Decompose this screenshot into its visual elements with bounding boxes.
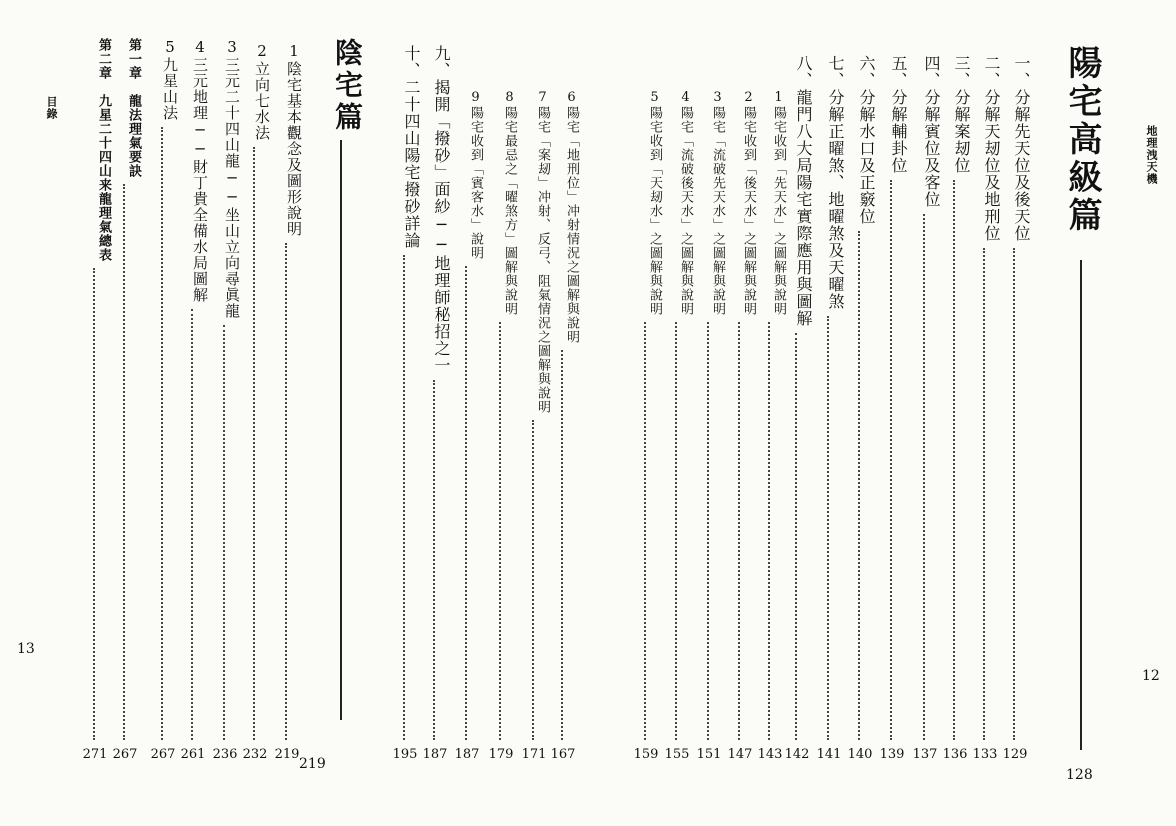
toc-page-number: 136 [942,747,968,762]
running-head-left: 目錄 [45,96,58,120]
toc-entry-label: 2立向七水法 [253,42,271,141]
toc-entry-label: 一、分解先天位及後天位 [1012,55,1031,242]
toc-page-number: 155 [664,747,690,762]
toc-page-number: 267 [150,747,176,762]
toc-entry-label: 十、二十四山陽宅撥砂詳論 [402,45,421,249]
toc-page-number: 167 [550,747,576,762]
toc-entry-label: 8陽宅最忌之「曜煞方」圖解與說明 [502,90,517,316]
toc-leader-dots [827,316,829,740]
toc-entry-label: 五、分解輔卦位 [889,55,908,174]
toc-leader-dots [923,214,925,740]
section-page-yin: 219 [299,756,326,772]
toc-leader-dots [738,322,740,740]
toc-page-number: 143 [757,747,783,762]
toc-leader-dots [93,268,95,740]
toc-entry-label: 六、分解水口及正竅位 [857,55,876,225]
toc-page-number: 137 [912,747,938,762]
toc-leader-dots [433,380,435,740]
toc-page-number: 151 [696,747,722,762]
folio-right: 12 [1142,668,1160,684]
toc-leader-dots [285,243,287,740]
toc-leader-dots [858,231,860,740]
toc-page-number: 171 [521,747,547,762]
toc-leader-dots [403,255,405,740]
toc-leader-dots [465,266,467,740]
section-title-yang-rule [1080,260,1082,750]
toc-leader-dots [161,127,163,740]
toc-page-number: 133 [972,747,998,762]
toc-leader-dots [499,322,501,740]
toc-page-number: 195 [392,747,418,762]
toc-leader-dots [795,333,797,740]
toc-entry-label: 7陽宅「案刼」冲射、反弓、阻氣情況之圖解與說明 [535,90,550,414]
toc-leader-dots [223,325,225,740]
toc-page-number: 187 [422,747,448,762]
section-title-yin-rule [340,140,342,720]
toc-page-number: 179 [488,747,514,762]
toc-entry-label: 3三元二十四山龍──坐山立向尋眞龍 [223,38,241,319]
toc-page-number: 141 [816,747,842,762]
toc-leader-dots [1013,248,1015,740]
toc-entry-label: 第一章 龍法理氣要訣 [126,38,141,178]
toc-leader-dots [644,322,646,740]
toc-page-number: 267 [112,747,138,762]
toc-entry-label: 八、龍門八大局陽宅實際應用與圖解 [794,55,813,327]
toc-page-number: 159 [633,747,659,762]
toc-page-number: 139 [879,747,905,762]
toc-entry-label: 1陽宅收到「先天水」之圖解與說明 [771,90,786,316]
toc-entry-label: 第二章 九星二十四山来龍理氣總表 [96,38,111,262]
toc-page-number: 236 [212,747,238,762]
section-title-yang: 陽宅高級篇 [1062,45,1102,235]
toc-entry-label: 9陽宅收到「賓客水」說明 [468,90,483,260]
toc-page-number: 142 [784,747,810,762]
toc-page-number: 187 [454,747,480,762]
toc-leader-dots [953,180,955,740]
toc-leader-dots [890,180,892,740]
toc-leader-dots [191,309,193,740]
toc-leader-dots [675,322,677,740]
toc-leader-dots [983,248,985,740]
toc-leader-dots [532,420,534,740]
toc-entry-label: 七、分解正曜煞、地曜煞及天曜煞 [826,55,845,310]
folio-left: 13 [17,641,35,657]
toc-entry-label: 二、分解天刼位及地刑位 [982,55,1001,242]
toc-entry-label: 2陽宅收到「後天水」之圖解與說明 [741,90,756,316]
toc-page-number: 129 [1002,747,1028,762]
toc-leader-dots [123,184,125,740]
toc-entry-label: 1陰宅基本觀念及圖形說明 [285,42,303,237]
toc-entry-label: 四、分解賓位及客位 [922,55,941,208]
toc-page-number: 271 [82,747,108,762]
toc-page-number: 140 [847,747,873,762]
section-page-yang: 128 [1066,767,1093,783]
toc-page-number: 219 [274,747,300,762]
toc-entry-label: 6陽宅「地刑位」冲射情況之圖解與說明 [564,90,579,344]
running-head-right: 地理洩天機 [1145,125,1158,185]
section-title-yin: 陰宅篇 [331,38,364,134]
toc-page-number: 147 [727,747,753,762]
toc-entry-label: 4陽宅「流破後天水」之圖解與說明 [678,90,693,316]
toc-entry-label: 九、揭開「撥砂」面紗──地理師秘招之一 [432,45,451,374]
toc-leader-dots [253,147,255,740]
toc-entry-label: 5陽宅收到「天刼水」之圖解與說明 [647,90,662,316]
toc-page-number: 261 [180,747,206,762]
toc-entry-label: 5九星山法 [161,38,179,121]
toc-entry-label: 三、分解案刼位 [952,55,971,174]
toc-leader-dots [707,322,709,740]
toc-entry-label: 3陽宅「流破先天水」之圖解與說明 [710,90,725,316]
toc-leader-dots [561,350,563,740]
toc-entry-label: 4三元地理──財丁貴全備水局圖解 [191,38,209,303]
toc-page-number: 232 [242,747,268,762]
toc-leader-dots [768,322,770,740]
